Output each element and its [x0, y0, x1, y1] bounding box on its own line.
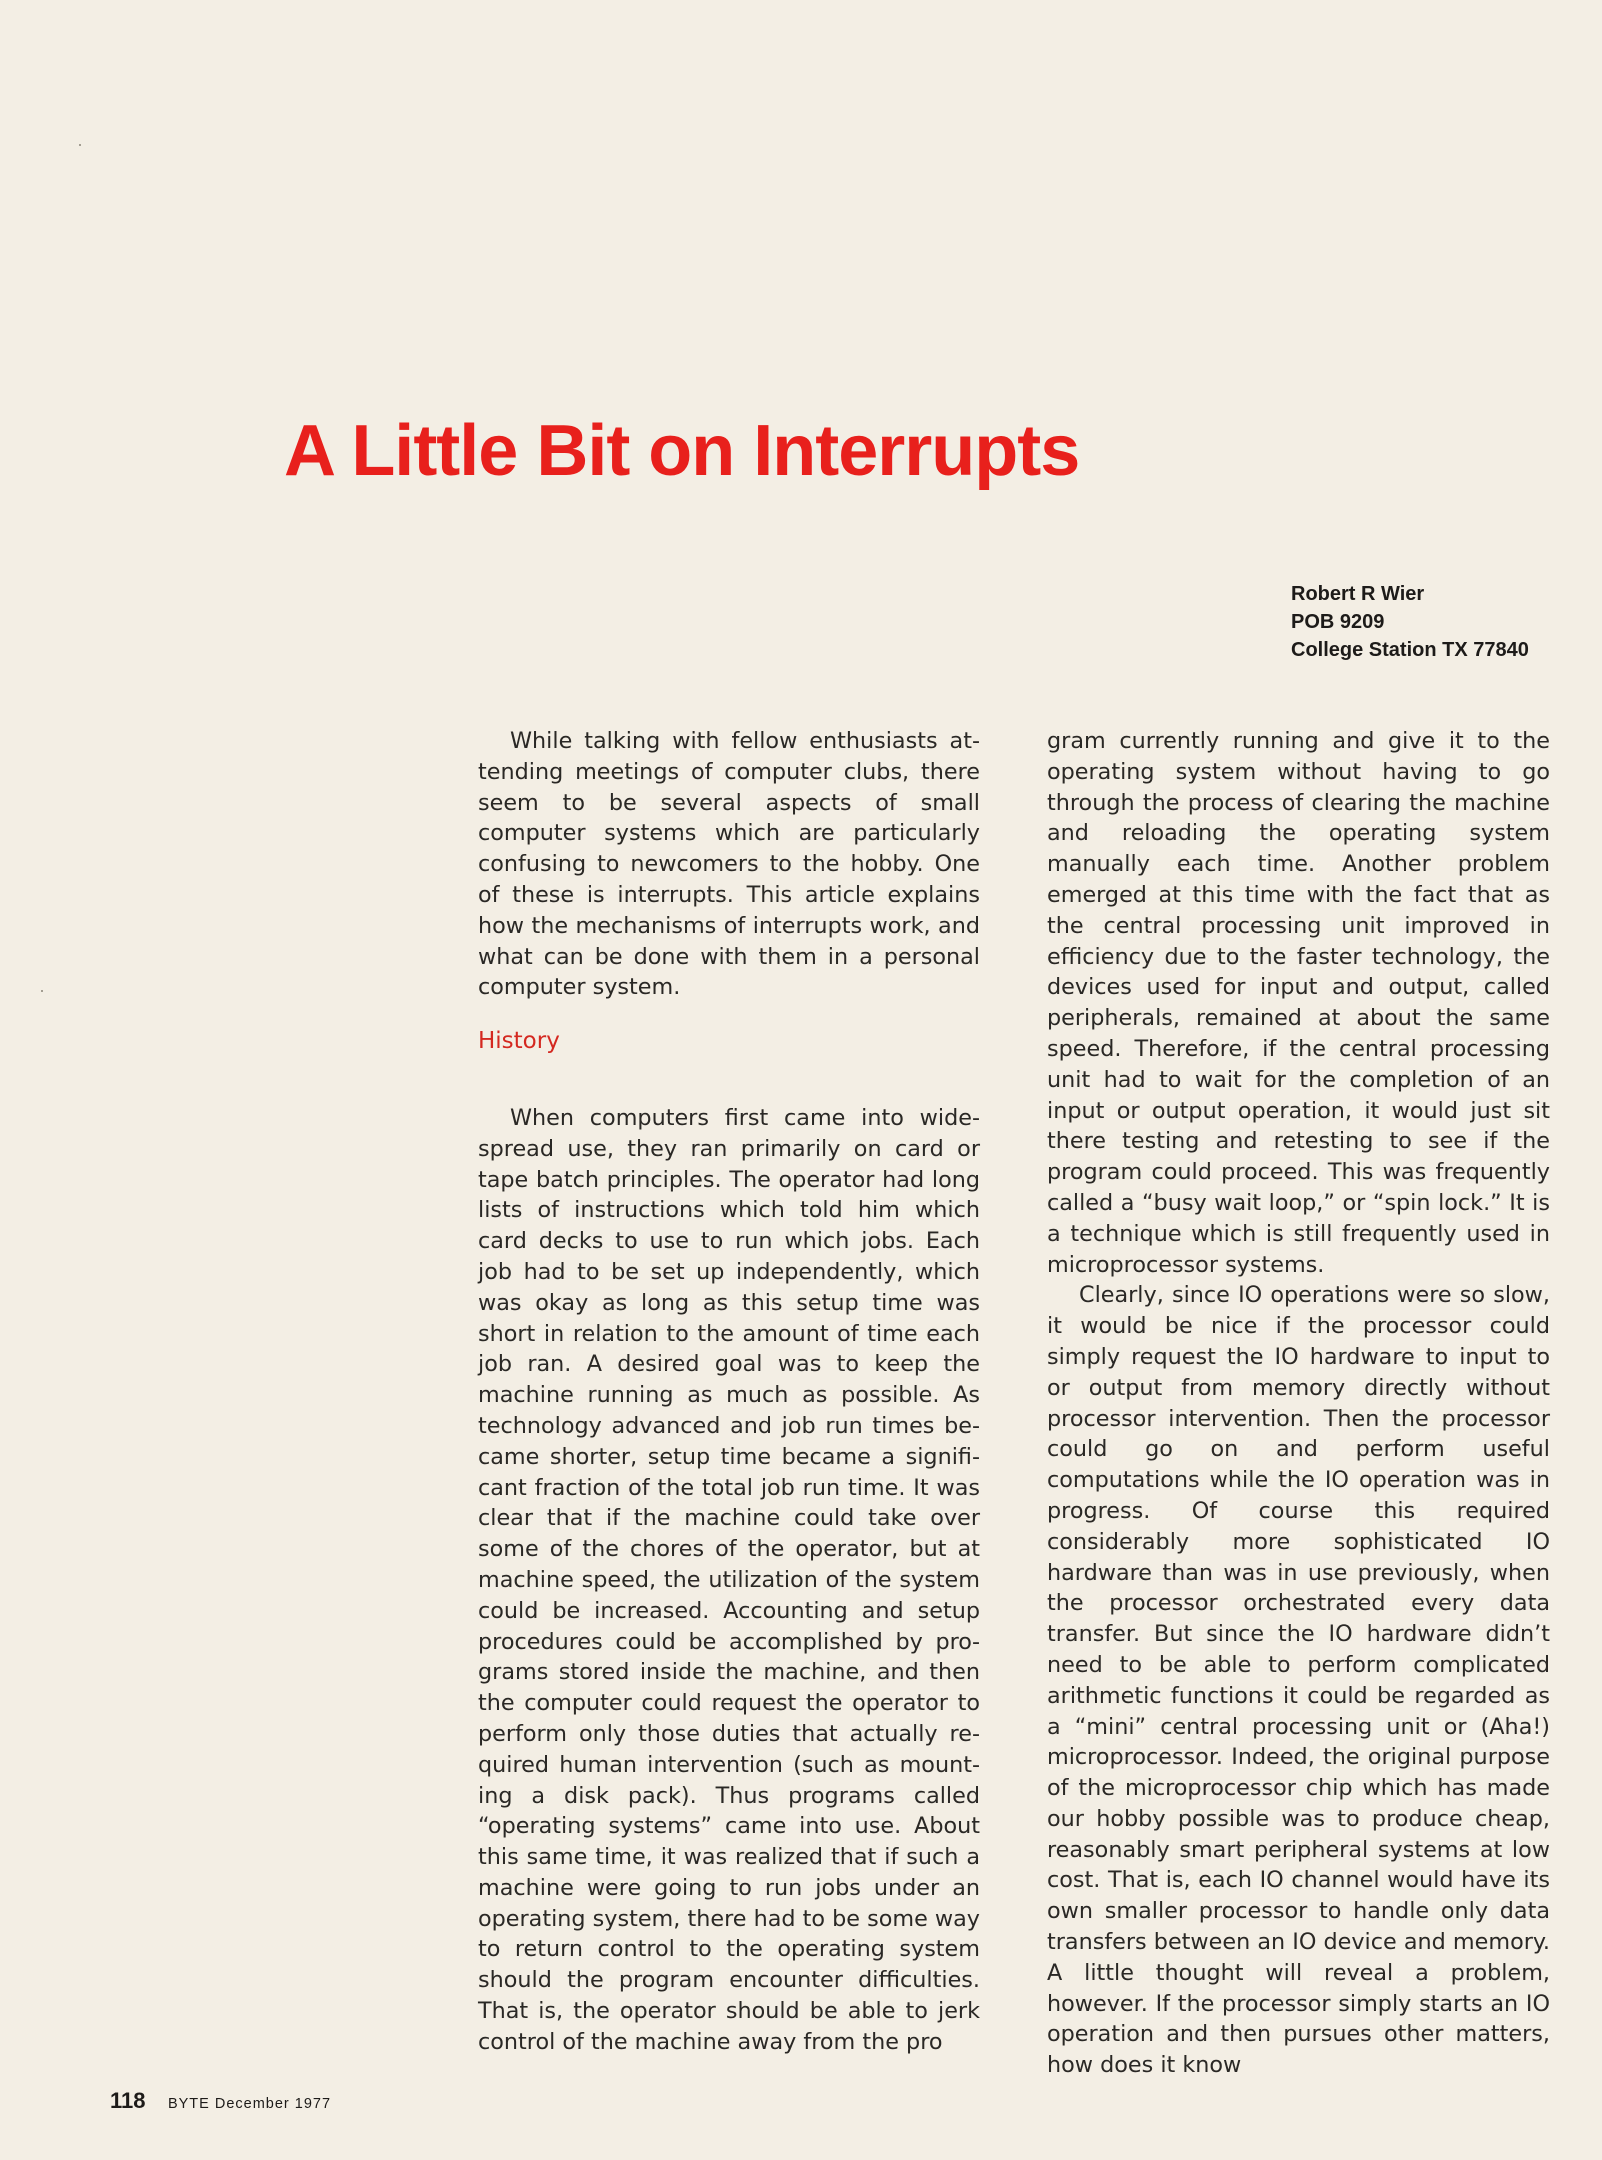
publication-line: BYTE December 1977: [167, 2096, 332, 2112]
intro-paragraph: While talking with fellow enthusiasts attending meetings of computer clubs, there seem to be several aspects of small computer systems which are particularly confusing to newcomers to the hobby. One of these is interrupts. This article explains how the mechanisms of interrupts work, and what can be done with them in a personal computer system.: [478, 728, 980, 1001]
author-name: Robert R Wier: [1291, 583, 1425, 605]
page-footer: [110, 2088, 331, 2114]
author-address-line1: POB 9209: [1291, 611, 1385, 633]
print-speck: [79, 144, 81, 146]
author-byline: [1291, 580, 1529, 664]
left-column: [478, 726, 980, 2058]
history-paragraph-2: Clearly, since IO operations were so slow, it would be nice if the processor could simply request the IO hardware to input to or output from memory directly without processor intervention. Then the processor could go on and perform useful computations while the IO operation was in progress. Of course this required considerably more sophisticated IO hardware than was in use previously, when the processor orchestrated every data transfer. But since the IO hardware didn’t need to be able to perform complicated arithmetic functions it could be regarded as a “mini” central processing unit or (Aha!) microprocessor. Indeed, the original purpose of the microprocessor chip which has made our hobby possible was to produce cheap, reasonably smart peripheral systems at low cost. That is, each IO channel would have its own smaller processor to handle only data transfers between an IO device and memory. A little thought will reveal a problem, however. If the processor simply starts an IO operation and then pursues other matters, how does it know: [1047, 1282, 1550, 2079]
history-paragraph-1-continued: gram currently running and give it to the operating system without having to go through the process of clearing the machine and reloading the operating system manually each time. Another problem emerged at this time with the fact that as the central processing unit improved in efficiency due to the faster technology, the devices used for input and output, called peripherals, remained at about the same speed. Therefore, if the central processing unit had to wait for the completion of an input or output operation, it would just sit there testing and retesting to see if the program could proceed. This was frequently called a “busy wait loop,” or “spin lock.” It is a technique which is still frequently used in microprocessor systems.: [1047, 728, 1550, 1278]
page-number: 118: [110, 2088, 146, 2113]
author-address-line2: College Station TX 77840: [1291, 639, 1529, 661]
print-speck: [41, 990, 43, 992]
article-title: A Little Bit on Interrupts: [284, 411, 1080, 491]
right-column: [1047, 726, 1550, 2081]
section-heading-history: History: [478, 1028, 560, 1055]
section-spacer: [478, 1080, 980, 1103]
history-paragraph-1: When computers first came into widespread use, they ran primarily on card or tape batch principles. The operator had long lists of instructions which told him which card decks to use to run which jobs. Each job had to be set up independently, which was okay as long as this setup time was short in relation to the amount of time each job ran. A desired goal was to keep the machine running as much as possible. As technology advanced and job run times became shorter, setup time became a significant fraction of the total job run time. It was clear that if the machine could take over some of the chores of the operator, but at machine speed, the utilization of the system could be increased. Accounting and setup procedures could be accomplished by programs stored inside the machine, and then the computer could request the operator to perform only those duties that actually required human intervention (such as mounting a disk pack). Thus programs called “operating systems” came into use. About this same time, it was realized that if such a machine were going to run jobs under an operating system, there had to be some way to return control to the operating system should the program encounter difficulties. That is, the operator should be able to jerk control of the machine away from the pro: [478, 1104, 980, 2055]
